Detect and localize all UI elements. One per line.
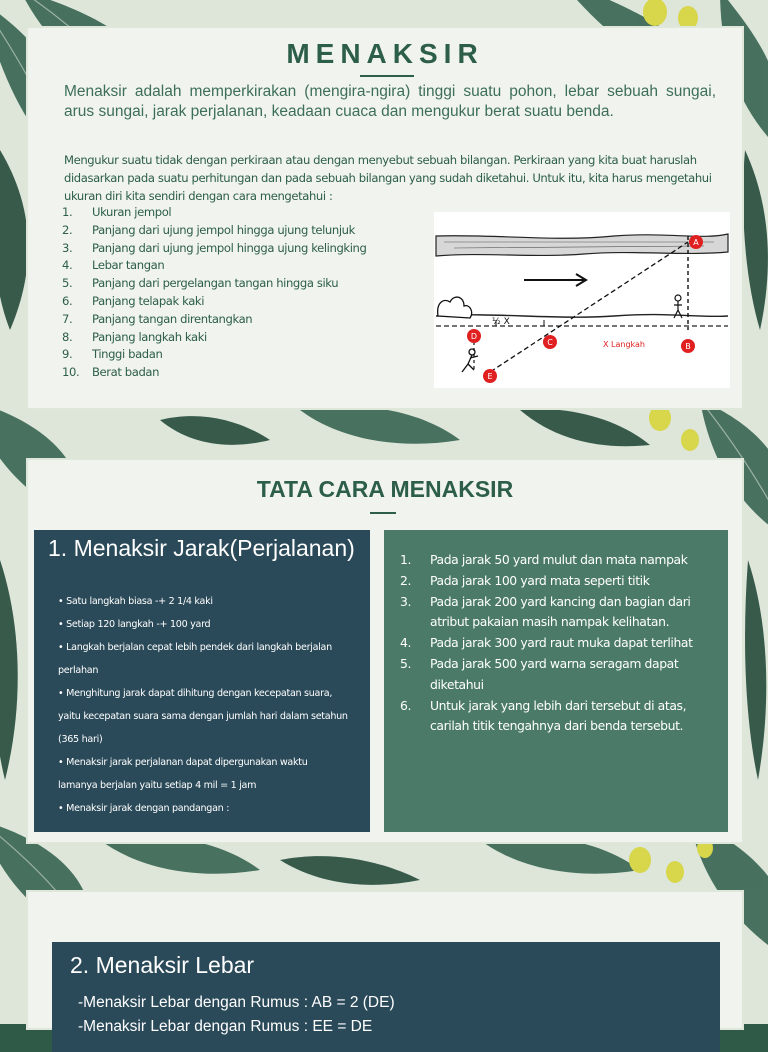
list-item: lamanya berjalan yaitu setiap 4 mil = 1 jam xyxy=(58,780,257,791)
list-item: 3. Panjang dari ujung jempol hingga ujung kelingking xyxy=(62,240,367,255)
formula-line: -Menaksir Lebar dengan Rumus : EE = DE xyxy=(78,1018,373,1035)
list-item: 3. Pada jarak 200 yard kancing dan bagian dari atribut pakaian masih nampak kelihatan. xyxy=(400,593,691,630)
svg-text:D: D xyxy=(470,332,478,341)
far-bank xyxy=(436,234,728,256)
list-item: 2. Panjang dari ujung jempol hingga ujung telunjuk xyxy=(62,222,355,237)
diagram-svg xyxy=(434,212,730,388)
svg-text:C: C xyxy=(547,338,553,347)
half-x-label: ½ X xyxy=(492,317,510,327)
list-item: 7. Panjang tangan direntangkan xyxy=(62,311,253,326)
list-item: 2. Pada jarak 100 yard mata seperti titik xyxy=(400,572,650,588)
list-item: • Setiap 120 langkah -+ 100 yard xyxy=(58,619,211,630)
list-item: • Satu langkah biasa -+ 2 1/4 kaki xyxy=(58,596,213,607)
list-item: 4. Lebar tangan xyxy=(62,258,165,273)
sight-line xyxy=(484,242,688,376)
bush xyxy=(438,297,472,318)
list-item: 9. Tinggi badan xyxy=(62,347,163,362)
near-bank xyxy=(436,315,728,318)
page-title: MENAKSIR xyxy=(286,38,484,69)
x-langkah-label: X Langkah xyxy=(603,340,645,349)
body-measure-list xyxy=(62,204,366,382)
list-item: • Menghitung jarak dapat dihitung dengan kecepatan suara, xyxy=(58,688,333,699)
description-paragraph: Mengukur suatu tidak dengan perkiraan atau dengan menyebut sebuah bilangan. Perkiraan yang kita buat haruslah didasarkan pada suatu perhitungan dan pada sebuah bilangan yang sudah diketahui. Untuk itu, kita harus mengetahui ukuran diri kita sendiri dengan cara mengetahui : xyxy=(64,153,712,203)
svg-text:B: B xyxy=(685,342,691,351)
list-item: 1. Pada jarak 50 yard mulut dan mata nampak xyxy=(400,552,688,567)
list-item: (365 hari) xyxy=(58,734,103,745)
list-item: 1. Ukuran jempol xyxy=(62,205,172,219)
list-item: 10. Berat badan xyxy=(62,365,160,380)
list-item: • Menaksir jarak dengan pandangan : xyxy=(58,803,230,814)
title-divider xyxy=(360,75,414,77)
list-item: yaitu kecepatan suara sama dengan jumlah hari dalam setahun xyxy=(58,711,348,722)
formula-line: -Menaksir Lebar dengan Rumus : AB = 2 (DE) xyxy=(78,994,395,1011)
intro-text: Menaksir adalah memperkirakan (mengira-ngira) tinggi suatu pohon, lebar sebuah sungai, arus sungai, jarak perjalanan, keadaan cuaca dan mengukur berat suatu benda. xyxy=(64,83,716,120)
list-item: 4. Pada jarak 300 yard raut muka dapat terlihat xyxy=(400,635,693,651)
list-item: 5. Panjang dari pergelangan tangan hingga siku xyxy=(62,276,339,291)
jarak-bullet-list xyxy=(58,590,370,820)
list-item: 6. Panjang telapak kaki xyxy=(62,293,205,308)
list-item: perlahan xyxy=(58,665,99,676)
list-item: • Menaksir jarak perjalanan dapat dipergunakan waktu xyxy=(58,757,308,768)
river-width-diagram xyxy=(434,212,730,388)
section-title-divider xyxy=(370,512,396,514)
menaksir-lebar-box xyxy=(52,942,720,1052)
list-item: 5. Pada jarak 500 yard warna seragam dapat diketahui xyxy=(400,655,679,692)
observer-figure xyxy=(462,349,478,372)
list-item: • Langkah berjalan cepat lebih pendek dari langkah berjalan xyxy=(58,642,332,653)
jarak-pandangan-box xyxy=(384,530,728,832)
menaksir-jarak-box xyxy=(34,530,370,832)
section-title: TATA CARA MENAKSIR xyxy=(256,476,514,502)
list-item: 8. Panjang langkah kaki xyxy=(62,329,207,344)
svg-text:A: A xyxy=(693,238,699,247)
menaksir-panel xyxy=(26,26,744,410)
svg-text:E: E xyxy=(487,372,493,381)
tata-cara-panel xyxy=(26,458,744,844)
box-heading: 1. Menaksir Jarak(Perjalanan) xyxy=(48,535,355,561)
list-item: 6. Untuk jarak yang lebih dari tersebut di atas, carilah titik tengahnya dari benda tersebut. xyxy=(400,697,687,734)
box-heading: 2. Menaksir Lebar xyxy=(70,952,255,978)
menaksir-lebar-panel xyxy=(26,890,744,1035)
pandangan-list xyxy=(400,550,722,737)
